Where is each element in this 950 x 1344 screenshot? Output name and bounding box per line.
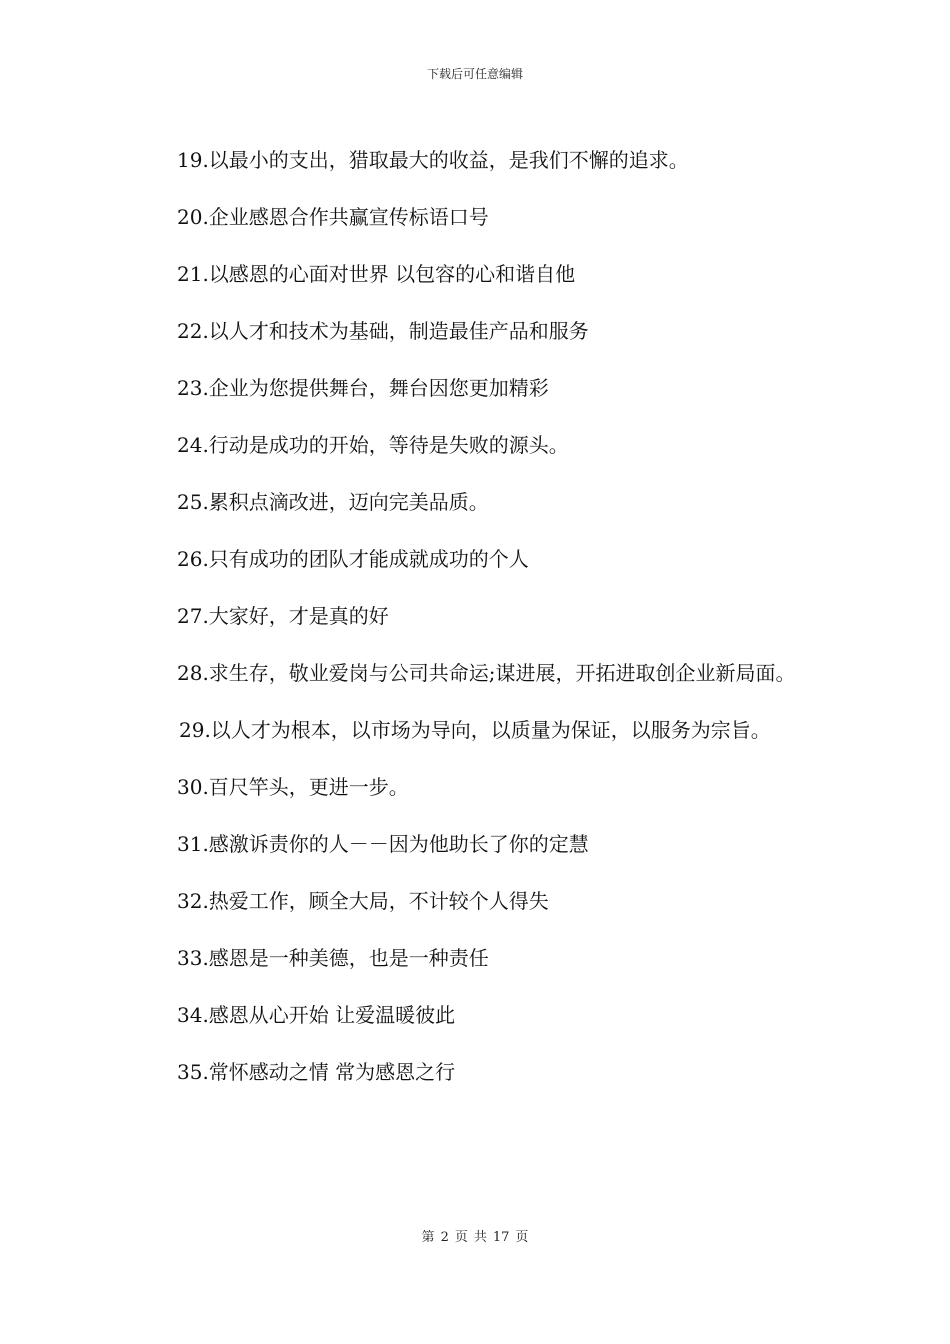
list-item-20: 20.企业感恩合作共赢宣传标语口号 [177, 205, 489, 229]
footer-prefix: 第 [421, 1230, 435, 1245]
footer-total-prefix: 共 [473, 1230, 487, 1245]
document-body [144, 132, 810, 1101]
list-item-30: 30.百尺竿头，更进一步。 [177, 775, 409, 799]
list-item-28: 28.求生存，敬业爱岗与公司共命运;谋进展，开拓进取创企业新局面。 [177, 661, 796, 685]
list-item-35: 35.常怀感动之情 常为感恩之行 [177, 1060, 456, 1084]
list-item-21: 21.以感恩的心面对世界 以包容的心和谐自他 [177, 262, 576, 286]
footer-suffix: 页 [515, 1230, 529, 1245]
list-item-31: 31.感激诉责你的人－－因为他助长了你的定慧 [177, 832, 589, 856]
page-header: 下载后可任意编辑 [426, 67, 523, 81]
footer-total-pages: 17 [492, 1230, 510, 1245]
list-item-26: 26.只有成功的团队才能成就成功的个人 [177, 547, 529, 571]
list-item-25: 25.累积点滴改进，迈向完美品质。 [177, 490, 489, 514]
list-item-23: 23.企业为您提供舞台，舞台因您更加精彩 [177, 376, 549, 400]
list-item-24: 24.行动是成功的开始，等待是失败的源头。 [177, 433, 569, 457]
list-item-29: 29.以人才为根本，以市场为导向，以质量为保证，以服务为宗旨。 [179, 718, 771, 742]
list-item-19: 19.以最小的支出，猎取最大的收益，是我们不懈的追求。 [177, 148, 689, 172]
page-footer [0, 1229, 950, 1247]
footer-current-page: 2 [440, 1230, 449, 1245]
list-item-27: 27.大家好，才是真的好 [177, 604, 389, 628]
list-item-22: 22.以人才和技术为基础，制造最佳产品和服务 [177, 319, 589, 343]
list-item-33: 33.感恩是一种美德，也是一种责任 [177, 946, 489, 970]
list-item-32: 32.热爱工作，顾全大局，不计较个人得失 [177, 889, 549, 913]
list-item-34: 34.感恩从心开始 让爱温暖彼此 [177, 1003, 456, 1027]
footer-page-word: 页 [454, 1230, 468, 1245]
